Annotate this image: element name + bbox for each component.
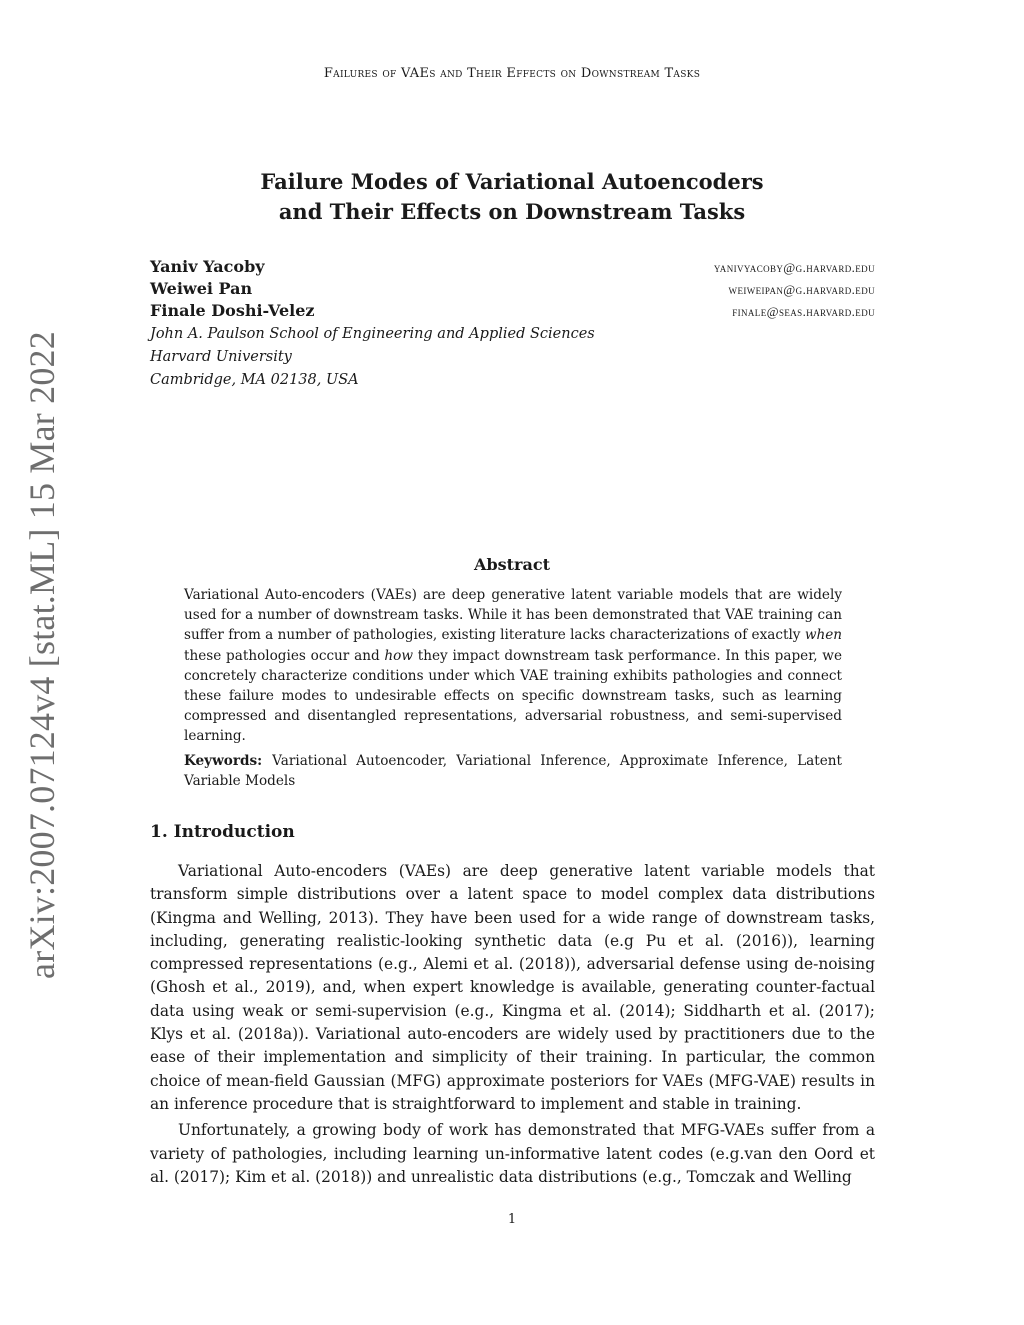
abstract-emphasis: how: [384, 647, 413, 664]
keywords: [184, 751, 842, 791]
author-row: [150, 257, 875, 279]
intro-paragraph: Variational Auto-encoders (VAEs) are deep generative latent variable models that transform simple distributions over a latent space to model complex data distributions (Kingma and Welling, 2013). They have been used for a wide range of downstream tasks, including, generating realistic-looking synthetic data (e.g Pu et al. (2016)), learning compressed representations (e.g., Alemi et al. (2018)), adversarial defense using de-noising (Ghosh et al., 2019), and, when expert knowledge is available, generating counter-factual data using weak or semi-supervision (e.g., Kingma et al. (2014); Siddharth et al. (2017); Klys et al. (2018a)). Variational auto-encoders are widely used by practitioners due to the ease of their implementation and simplicity of their training. In particular, the common choice of mean-field Gaussian (MFG) approximate posteriors for VAEs (MFG-VAE) results in an inference procedure that is straightforward to implement and stable in training.: [150, 862, 875, 1113]
keywords-text: Variational Autoencoder, Variational Inference, Approximate Inference, Latent Variable Models: [184, 753, 842, 790]
author-name: Weiwei Pan: [150, 279, 253, 298]
author-block: [150, 257, 875, 392]
abstract-heading: Abstract: [474, 555, 550, 574]
author-email: weiweipan@g.harvard.edu: [728, 282, 875, 297]
abstract-body: [184, 585, 842, 747]
affiliation-line: John A. Paulson School of Engineering and Applied Sciences: [150, 326, 595, 342]
author-row: [150, 279, 875, 301]
author-name: Finale Doshi-Velez: [150, 301, 315, 320]
abstract-text: Variational Auto-encoders (VAEs) are deep generative latent variable models that are widely used for a number of downstream tasks. While it has been demonstrated that VAE training can suffer from a number of pathologies, existing literature lacks characterizations of exactly: [184, 587, 842, 644]
abstract-text: these pathologies occur and: [184, 647, 385, 664]
title-line-2: and Their Effects on Downstream Tasks: [278, 199, 746, 224]
affiliation-line: Harvard University: [150, 349, 292, 365]
author-name: Yaniv Yacoby: [150, 257, 265, 276]
affiliation-line: Cambridge, MA 02138, USA: [150, 372, 359, 388]
keywords-label: Keywords:: [184, 753, 263, 769]
introduction-body: [150, 860, 875, 1192]
author-email: yanivyacoby@g.harvard.edu: [713, 260, 875, 275]
author-row: [150, 301, 875, 323]
affiliation: [150, 323, 875, 392]
section-heading-introduction: 1. Introduction: [150, 822, 295, 842]
paper-title: [0, 167, 1024, 227]
abstract-emphasis: when: [804, 627, 843, 644]
title-line-1: Failure Modes of Variational Autoencoders: [260, 169, 764, 194]
abstract-paragraph: [184, 585, 842, 747]
author-email: finale@seas.harvard.edu: [732, 304, 875, 319]
running-header: Failures of VAEs and Their Effects on Downstream Tasks: [323, 66, 701, 81]
page-number: 1: [507, 1212, 517, 1227]
intro-paragraph: Unfortunately, a growing body of work has demonstrated that MFG-VAEs suffer from a variety of pathologies, including learning un-informative latent codes (e.g.van den Oord et al. (2017); Kim et al. (2018)) and unrealistic data distributions (e.g., Tomczak and Welling: [150, 1121, 875, 1186]
arxiv-stamp: arXiv:2007.07124v4 [stat.ML] 15 Mar 2022: [22, 331, 62, 979]
abstract-text: they impact downstream task performance. In this paper, we concretely characterize conditions under which VAE training exhibits pathologies and connect these failure modes to undesirable effects on specific downstream tasks, such as learning compressed and disentangled representations, adversarial robustness, and semi-supervised learning.: [184, 647, 842, 745]
